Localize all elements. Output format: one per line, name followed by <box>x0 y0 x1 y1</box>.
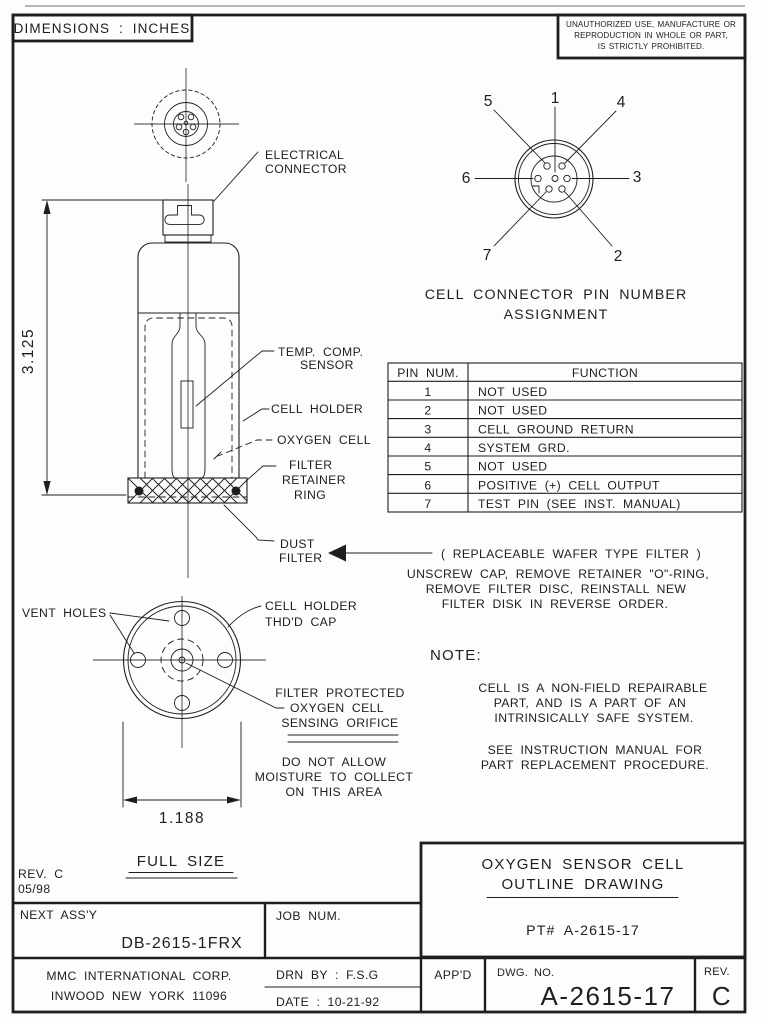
table-cell: 6 <box>424 478 432 493</box>
drawn-by: DRN BY : F.S.G <box>276 968 379 982</box>
units-note: DIMENSIONS : INCHES <box>13 21 191 36</box>
svg-text:MOISTURE TO COLLECT: MOISTURE TO COLLECT <box>254 770 414 784</box>
svg-text:INWOOD NEW YORK 11096: INWOOD NEW YORK 11096 <box>50 989 228 1003</box>
svg-text:SEE INSTRUCTION MANUAL FOR: SEE INSTRUCTION MANUAL FOR <box>487 743 703 757</box>
svg-text:CONNECTOR: CONNECTOR <box>265 162 347 176</box>
pin-label-7: 7 <box>482 247 492 264</box>
date: DATE : 10-21-92 <box>276 995 380 1009</box>
next-assy-label: NEXT ASS'Y <box>20 908 98 922</box>
filter-retainer-ring-label: FILTER <box>289 458 333 472</box>
height-dimension <box>20 200 162 495</box>
svg-text:SENSING ORIFICE: SENSING ORIFICE <box>281 716 399 730</box>
svg-text:SENSOR: SENSOR <box>300 358 354 372</box>
pin-table-rows <box>424 385 680 511</box>
table-cell: 1 <box>424 385 432 399</box>
title-block <box>13 843 745 1012</box>
svg-text:PART REPLACEMENT PROCEDURE.: PART REPLACEMENT PROCEDURE. <box>480 758 710 772</box>
table-cell: CELL GROUND RETURN <box>478 422 634 437</box>
table-cell: NOT USED <box>478 459 548 474</box>
cap-bottom-view <box>22 596 413 827</box>
disclaimer-line: REPRODUCTION IN WHOLE OR PART, <box>574 31 728 40</box>
sensing-orifice-label: FILTER PROTECTED <box>275 686 405 700</box>
cell-holder-label: CELL HOLDER <box>271 402 364 416</box>
next-assy-value: DB-2615-1FRX <box>121 935 243 952</box>
disclaimer-line: IS STRICTLY PROHIBITED. <box>597 42 705 51</box>
vent-holes-label: VENT HOLES <box>22 606 107 620</box>
revision-note: REV. C <box>18 867 64 881</box>
pin-label-2: 2 <box>613 248 623 265</box>
note-line: CELL IS A NON-FIELD REPAIRABLE <box>478 681 708 695</box>
table-cell: 5 <box>424 459 432 474</box>
filter-note <box>328 545 709 612</box>
note-heading: NOTE: <box>430 647 482 664</box>
svg-text:05/98: 05/98 <box>18 882 51 896</box>
connector-keyway <box>165 206 204 225</box>
table-cell: 2 <box>424 403 432 418</box>
svg-text:RING: RING <box>294 488 327 502</box>
drawing-title: OXYGEN SENSOR CELL <box>481 856 685 873</box>
svg-text:FILTER: FILTER <box>279 551 323 565</box>
pin-table <box>388 363 742 512</box>
pin-diagram-caption: CELL CONNECTOR PIN NUMBER <box>424 287 688 303</box>
svg-text:FILTER DISK IN REVERSE ORDER.: FILTER DISK IN REVERSE ORDER. <box>441 597 669 611</box>
pin-label-4: 4 <box>616 94 626 111</box>
temp-comp-sensor-label: TEMP. COMP. <box>278 345 364 359</box>
height-dim-text: 3.125 <box>20 327 37 375</box>
dwg-no-value: A-2615-17 <box>540 981 676 1011</box>
pin-label-6: 6 <box>461 170 471 187</box>
svg-text:PART, AND IS A PART OF AN: PART, AND IS A PART OF AN <box>493 696 687 710</box>
rev-label: REV. <box>704 966 730 978</box>
dust-filter-label: DUST <box>280 537 315 551</box>
svg-text:THD'D CAP: THD'D CAP <box>265 615 337 629</box>
table-cell: POSITIVE (+) CELL OUTPUT <box>478 478 660 493</box>
disclaimer-line: UNAUTHORIZED USE, MANUFACTURE OR <box>566 20 736 29</box>
pin-label-5: 5 <box>483 93 493 110</box>
svg-text:UNSCREW CAP, REMOVE RETAINER ": UNSCREW CAP, REMOVE RETAINER "O"-RING, <box>406 567 710 581</box>
table-cell: NOT USED <box>478 403 548 418</box>
scale-note: FULL SIZE <box>136 853 226 870</box>
job-num-label: JOB NUM. <box>276 909 341 923</box>
filter-note-arrow <box>328 545 346 562</box>
svg-text:OUTLINE DRAWING: OUTLINE DRAWING <box>501 876 665 893</box>
electrical-connector-label: ELECTRICAL <box>265 148 345 162</box>
pin-diagram <box>425 90 688 323</box>
rev-value: C <box>711 981 733 1011</box>
sensor-body <box>138 243 239 478</box>
note-section <box>430 647 709 772</box>
connector-top-view <box>134 68 239 182</box>
table-cell: 3 <box>424 422 432 437</box>
width-dim-text: 1.188 <box>158 810 206 827</box>
svg-text:OXYGEN CELL: OXYGEN CELL <box>290 701 384 715</box>
svg-text:ASSIGNMENT: ASSIGNMENT <box>503 307 609 323</box>
moisture-warning: DO NOT ALLOW <box>281 755 387 769</box>
table-cell: 4 <box>424 441 432 455</box>
table-cell: SYSTEM GRD. <box>478 441 570 455</box>
table-cell: 7 <box>424 497 432 511</box>
table-cell: NOT USED <box>478 385 548 399</box>
dwg-no-label: DWG. NO. <box>497 967 555 979</box>
oxygen-cell-outline <box>172 313 180 478</box>
pin-label-1: 1 <box>550 90 560 107</box>
pin-table-header-pin: PIN NUM. <box>397 366 459 380</box>
filter-retainer-ring-shape <box>128 478 247 503</box>
part-number: PT# A-2615-17 <box>526 923 640 939</box>
temp-comp-sensor-shape <box>181 381 193 428</box>
svg-text:INTRINSICALLY SAFE SYSTEM.: INTRINSICALLY SAFE SYSTEM. <box>494 711 694 725</box>
pin-label-3: 3 <box>632 169 642 186</box>
svg-text:RETAINER: RETAINER <box>282 473 346 487</box>
sensor-front-view <box>128 184 247 578</box>
table-cell: TEST PIN (SEE INST. MANUAL) <box>478 497 681 511</box>
filter-note-line: ( REPLACEABLE WAFER TYPE FILTER ) <box>440 547 702 561</box>
oxygen-cell-label: OXYGEN CELL <box>277 433 371 447</box>
pin-table-header-function: FUNCTION <box>571 366 639 380</box>
svg-text:ON THIS AREA: ON THIS AREA <box>285 785 383 799</box>
approved-label: APP'D <box>434 968 472 982</box>
scale-note-group <box>18 853 237 896</box>
svg-text:REMOVE FILTER DISC, REINSTALL: REMOVE FILTER DISC, REINSTALL NEW <box>425 582 687 596</box>
company-name: MMC INTERNATIONAL CORP. <box>46 969 232 983</box>
cell-holder-cap-label: CELL HOLDER <box>265 599 358 613</box>
